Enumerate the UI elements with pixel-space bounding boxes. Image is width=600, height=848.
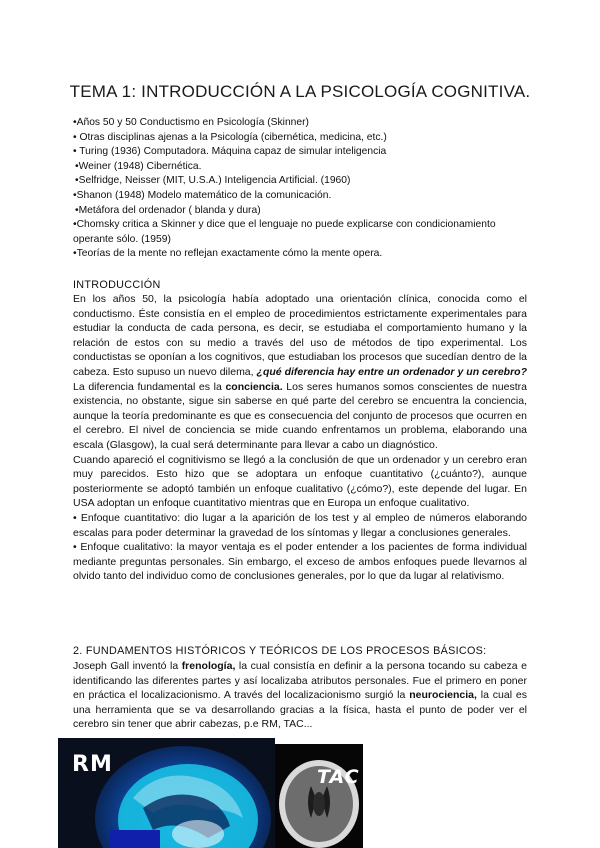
text-run: Los seres humanos somos conscientes de nuestra existencia, no obstante, sigue sin saberse en qué parte del cerebro se encuentra la conciencia, aunque la teoría predominante es que es consecuencia del conjunto de procesos que ocurren en el cerebro. El nivel de conciencia se mide cuando enfrentamos un problema, elaborando una escala (Glasgow), la cual será determinante para llevar a cabo un diagnóstico. [73,380,527,451]
paragraph: • Enfoque cualitativo: la mayor ventaja es el poder entender a los pacientes de forma individual mediante preguntas personales. Sin embargo, el exceso de ambos enfoques puede llevarnos al olvido tanto del individuo como de conclusiones generales, por lo que da lugar al relativismo. [73,541,527,583]
list-item: •Weiner (1948) Cibernética. [75,160,202,172]
mri-image [58,738,275,848]
list-item: •Teorías de la mente no reflejan exactamente cómo la mente opera. [73,248,383,260]
ct-brain-illustration [275,744,363,848]
bold-term: frenología, [181,660,236,672]
section-2-heading: 2. FUNDAMENTOS HISTÓRICOS Y TEÓRICOS DE LOS PROCESOS BÁSICOS: [73,645,487,657]
list-item: •Años 50 y 50 Conductismo en Psicología (Skinner) [73,117,309,128]
bold-term: neurociencia, [409,689,477,702]
intro-heading: INTRODUCCIÓN [73,279,161,291]
list-item: • Otras disciplinas ajenas a la Psicología (cibernética, medicina, etc.) [73,131,387,143]
list-item: •Shanon (1948) Modelo matemático de la comunicación. [73,189,332,201]
text-run: La diferencia fundamental es la [73,380,226,393]
intro-body [73,292,527,584]
bullet-list [73,116,533,262]
text-run: la cual es una herramienta que se va desarrollando gracias a la física, hasta el punto de poder ver el cerebro sin tener que abrir cabezas, p.e RM, TAC... [73,689,527,731]
list-item: •Chomsky critica a Skinner y dice que el lenguaje no puede explicarse con condicionamiento operante sólo. (1959) [73,219,496,245]
section-2-body [73,659,527,732]
brain-scan-images [58,738,363,848]
intro-paragraph [73,292,527,453]
text-run: En los años 50, la psicología había adoptado una orientación clínica, conocida como el conductismo. Éste consistía en el empleo de procedimientos estrictamente experimentales para estudiar la conducta de cada persona, es decir, se estudiaba el comportamiento humano y la relación de estos con su medio a través del uso de métodos de tipo experimental. Los conductistas se oponían a los cognitivos, que estudiaban los procesos que sucedían dentro de la cabeza. Esto supuso un nuevo dilema, [73,293,527,378]
paragraph: • Enfoque cuantitativo: dio lugar a la aparición de los test y al empleo de números elaborando escalas para poder determinar la gravedad de los síntomas y llegar a conclusiones generales. [73,511,527,539]
paragraph: Cuando apareció el cognitivismo se llegó a la conclusión de que un ordenador y un cerebro eran muy parecidos. Esto hizo que se adoptara un enfoque cuantitativo (¿cuánto?), aunque posteriormente se adoptó también un enfoque cualitativo (¿cómo?), este depende del lugar. En USA adoptan un enfoque cuantitativo mientras que en Europa un enfoque cualitativo. [73,453,527,510]
question-emphasis: ¿qué diferencia hay entre un ordenador y un cerebro? [256,365,527,378]
page-title: TEMA 1: INTRODUCCIÓN A LA PSICOLOGÍA COGNITIVA. [69,82,531,102]
mri-label: RM [72,752,113,777]
list-item: • Turing (1936) Computadora. Máquina capaz de simular inteligencia [73,146,387,158]
list-item: •Selfridge, Neisser (MIT, U.S.A.) Inteligencia Artificial. (1960) [75,175,351,187]
paragraph [73,659,527,732]
ct-label: TAC [317,766,360,788]
text-run: Joseph Gall inventó la [73,660,182,672]
ct-scan-image [275,744,363,848]
list-item: •Metáfora del ordenador ( blanda y dura) [75,204,261,216]
text-run: la cual consistía en definir a la persona tocando su cabeza e identificando las diferentes partes y así localizaba atributos personales. Fue el primero en poner en práctica el localizacionismo. A través del localizacionismo surgió la [73,660,527,702]
bold-term: conciencia. [225,380,283,393]
